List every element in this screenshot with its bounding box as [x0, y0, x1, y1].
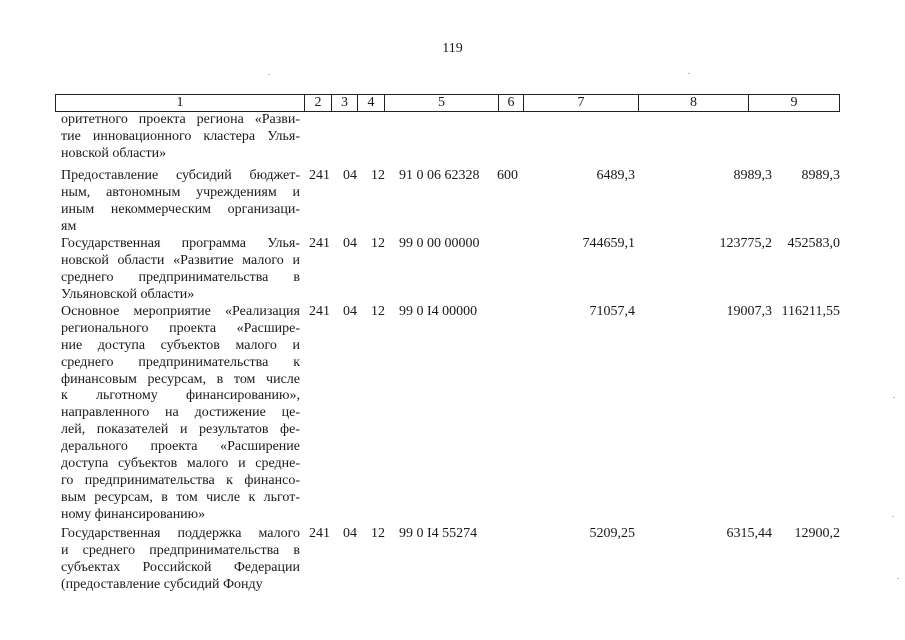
row-description	[61, 112, 300, 163]
description-line: ным, автономным учреждениям и	[61, 184, 300, 200]
description-line: Государственная поддержка малого	[61, 526, 300, 541]
description-line: го предпринимательства к финансо-	[61, 472, 300, 488]
header-col-4: 4	[358, 95, 385, 111]
cell-c9: 8989,3	[801, 168, 840, 183]
description-line: Предоставление субсидий бюджет-	[61, 168, 300, 183]
scan-speck	[893, 397, 895, 398]
cell-c5: 99 0 I4 55274	[399, 526, 478, 541]
cell-c7: 6489,3	[596, 168, 635, 183]
cell-c9: 452583,0	[787, 236, 840, 251]
cell-c7: 71057,4	[589, 304, 635, 319]
cell-c5: 91 0 06 62328	[399, 168, 480, 183]
cell-c4: 12	[371, 168, 385, 183]
description-line: (предоставление субсидий Фонду	[61, 576, 263, 592]
description-line: вым ресурсам, в том числе к льгот-	[61, 489, 300, 505]
cell-c8: 6315,44	[726, 526, 772, 541]
description-line: доступа субъектов малого и средне-	[61, 456, 300, 472]
description-line: Ульяновской области»	[61, 286, 195, 302]
header-col-8: 8	[639, 95, 749, 111]
table-header-row	[55, 94, 840, 112]
description-line: к льготному финансированию»,	[61, 388, 300, 404]
description-line: направленного на достижение це-	[61, 405, 300, 421]
cell-c5: 99 0 00 00000	[399, 236, 480, 251]
description-line: лей, показателей и результатов фе-	[61, 422, 300, 438]
description-line: иным некоммерческим организаци-	[61, 201, 300, 217]
cell-c7: 744659,1	[582, 236, 635, 251]
cell-c2: 241	[309, 236, 330, 251]
page-number: 119	[442, 41, 463, 56]
description-line: и среднего предпринимательства в	[61, 542, 300, 558]
scan-speck	[897, 578, 899, 579]
description-line: регионального проекта «Расшире-	[61, 320, 300, 336]
row-description	[61, 526, 300, 594]
cell-c9: 12900,2	[794, 526, 840, 541]
description-line: оритетного проекта региона «Разви-	[61, 112, 300, 127]
scan-speck	[268, 74, 270, 75]
scan-speck	[892, 516, 894, 517]
header-col-6: 6	[499, 95, 524, 111]
cell-c8: 123775,2	[719, 236, 772, 251]
description-line: среднего предпринимательства к	[61, 354, 300, 370]
header-col-1: 1	[56, 95, 305, 111]
description-line: новской области «Развитие малого и	[61, 252, 300, 268]
description-line: дерального проекта «Расширение	[61, 439, 300, 455]
cell-c7: 5209,25	[589, 526, 635, 541]
description-line: ному финансированию»	[61, 506, 206, 522]
header-col-9: 9	[790, 95, 798, 110]
cell-c6: 600	[497, 168, 518, 183]
cell-c2: 241	[309, 526, 330, 541]
header-col-5: 5	[385, 95, 499, 111]
description-line: Основное мероприятие «Реализация	[61, 304, 300, 319]
description-line: новской области»	[61, 145, 167, 161]
row-description	[61, 168, 300, 236]
description-line: финансовым ресурсам, в том числе	[61, 371, 300, 387]
cell-c3: 04	[343, 526, 357, 541]
cell-c8: 8989,3	[733, 168, 772, 183]
cell-c9: 116211,55	[781, 304, 840, 319]
cell-c4: 12	[371, 526, 385, 541]
description-line: среднего предпринимательства в	[61, 269, 300, 285]
cell-c8: 19007,3	[726, 304, 772, 319]
description-line: тие инновационного кластера Улья-	[61, 128, 300, 144]
description-line: субъектах Российской Федерации	[61, 559, 300, 575]
row-description	[61, 304, 300, 524]
header-col-2: 2	[305, 95, 332, 111]
cell-c3: 04	[343, 304, 357, 319]
header-col-3: 3	[332, 95, 358, 111]
cell-c5: 99 0 I4 00000	[399, 304, 478, 319]
scan-speck	[688, 73, 690, 74]
row-description	[61, 236, 300, 304]
description-line: Государственная программа Улья-	[61, 236, 300, 251]
description-line: ние доступа субъектов малого и	[61, 337, 300, 353]
cell-c4: 12	[371, 236, 385, 251]
header-col-7: 7	[524, 95, 639, 111]
cell-c2: 241	[309, 304, 330, 319]
cell-c3: 04	[343, 236, 357, 251]
cell-c3: 04	[343, 168, 357, 183]
description-line: ям	[61, 218, 77, 234]
cell-c4: 12	[371, 304, 385, 319]
cell-c2: 241	[309, 168, 330, 183]
